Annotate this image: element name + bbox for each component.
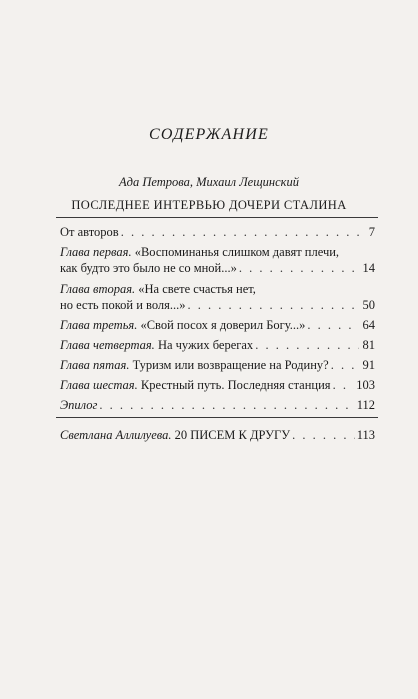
chapter-label: Глава первая. xyxy=(60,245,132,259)
leader-dots xyxy=(99,397,354,413)
top-rule xyxy=(56,217,378,218)
page-number: 81 xyxy=(362,338,375,352)
leader-dots xyxy=(292,428,355,443)
chapter-label: Глава вторая. xyxy=(60,282,136,296)
entry-title: От авторов xyxy=(60,225,119,239)
second-part-author: Светлана Аллилуева. xyxy=(60,428,172,442)
leader-dots xyxy=(188,297,359,313)
leader-dots xyxy=(307,317,359,333)
leader-dots xyxy=(239,260,359,276)
toc-entry-second-part xyxy=(60,428,375,443)
toc-entry-chapter-4 xyxy=(60,337,375,353)
second-part-title: 20 ПИСЕМ К ДРУГУ xyxy=(174,428,291,442)
entry-title: «Воспоминанья слишком давят плечи, xyxy=(134,245,340,259)
toc-entry-epilogue xyxy=(60,397,375,413)
chapter-label: Глава четвертая. xyxy=(60,338,155,352)
page-number: 112 xyxy=(356,398,375,412)
toc-entry-authors xyxy=(60,224,375,240)
entry-title: Крестный путь. Последняя станция xyxy=(140,378,331,392)
toc-entry-chapter-2 xyxy=(60,281,375,313)
page-number: 103 xyxy=(356,378,375,392)
leader-dots xyxy=(331,357,359,373)
entry-title: «Свой посох я доверил Богу...» xyxy=(140,318,306,332)
leader-dots xyxy=(255,337,359,353)
toc-entry-chapter-5 xyxy=(60,357,375,373)
entry-title-cont: как будто это было не со мной...» xyxy=(60,261,237,275)
contents-heading: СОДЕРЖАНИЕ xyxy=(148,126,270,143)
toc-entry-chapter-3 xyxy=(60,317,375,333)
authors-line: Ада Петрова, Михаил Лещинский xyxy=(118,175,300,189)
leader-dots xyxy=(121,224,359,240)
book-title: ПОСЛЕДНЕЕ ИНТЕРВЬЮ ДОЧЕРИ СТАЛИНА xyxy=(71,198,347,212)
entry-title: «На свете счастья нет, xyxy=(138,282,256,296)
chapter-label: Глава пятая. xyxy=(60,358,130,372)
entry-title-cont: но есть покой и воля...» xyxy=(60,298,186,312)
page-number: 14 xyxy=(362,261,375,275)
entry-title: Туризм или возвращение на Родину? xyxy=(132,358,329,372)
bottom-rule xyxy=(56,417,378,418)
page-number: 64 xyxy=(362,318,375,332)
page-number: 50 xyxy=(362,298,375,312)
entry-title: На чужих берегах xyxy=(157,338,254,352)
chapter-label: Глава шестая. xyxy=(60,378,138,392)
page-number: 91 xyxy=(362,358,375,372)
page-number: 7 xyxy=(368,225,375,239)
toc-entry-chapter-6 xyxy=(60,377,375,393)
chapter-label: Эпилог xyxy=(60,398,98,412)
page-number: 113 xyxy=(356,428,375,442)
leader-dots xyxy=(333,377,355,393)
toc-entry-chapter-1 xyxy=(60,244,375,276)
chapter-label: Глава третья. xyxy=(60,318,138,332)
